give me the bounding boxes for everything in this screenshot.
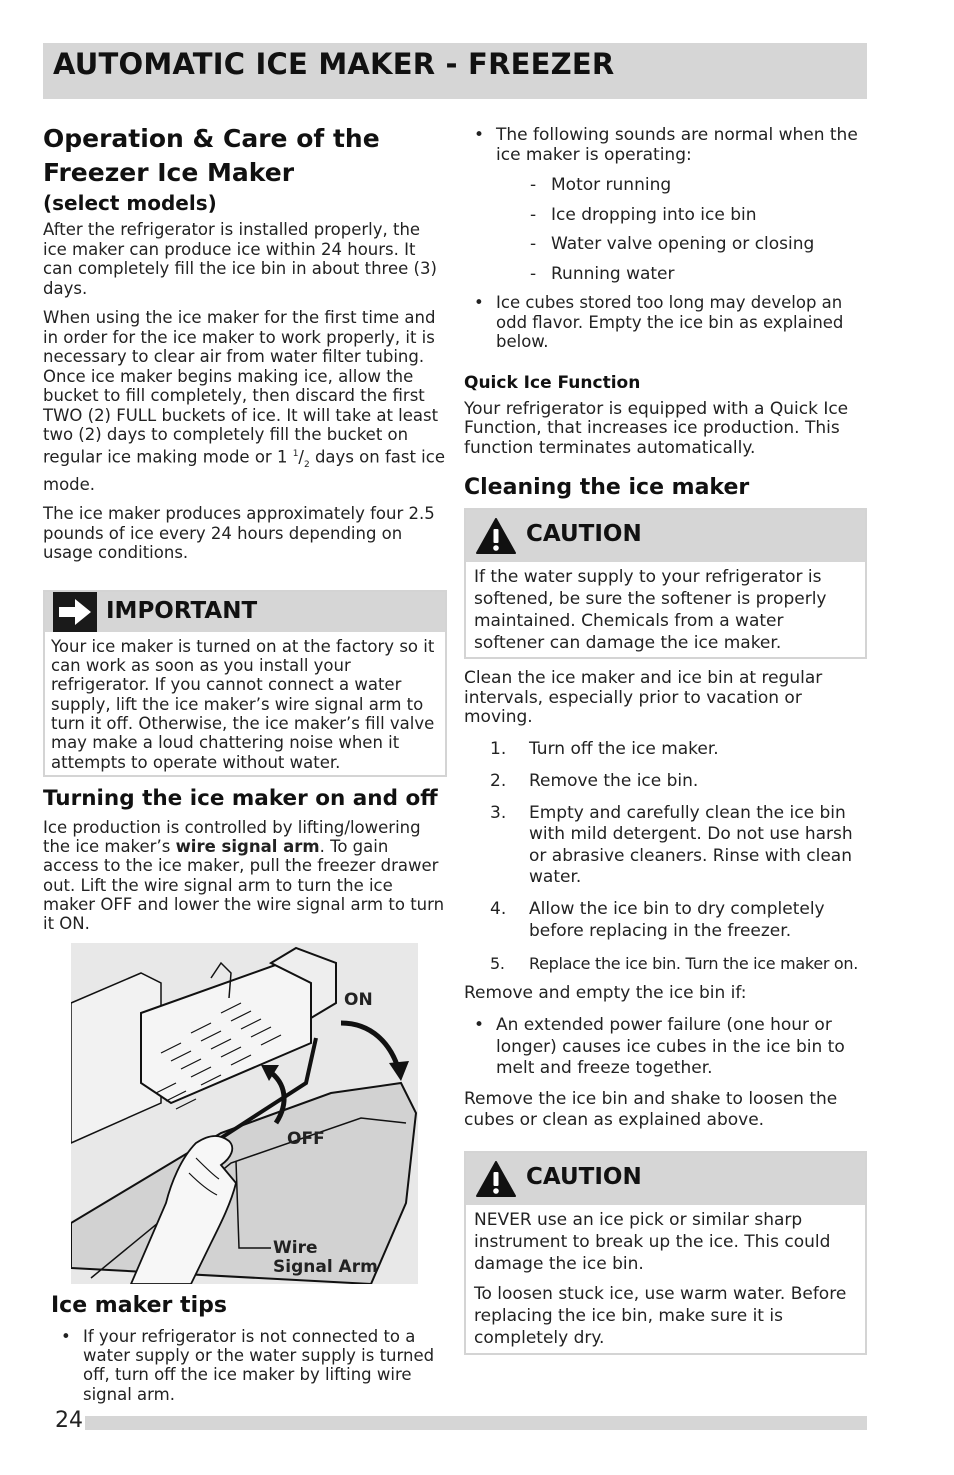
page-number: 24: [55, 1408, 83, 1433]
caution-label-1: CAUTION: [526, 521, 642, 547]
list-item: • If your refrigerator is not connected to a water supply or the water supply is turned off, turn off the ice maker by lifting wire signal arm.: [51, 1327, 447, 1404]
caution-text-2b: To loosen stuck ice, use warm water. Before replacing the ice bin, make sure it is completely dry.: [474, 1283, 847, 1348]
turning-paragraph: Ice production is controlled by lifting/lowering the ice maker’s wire signal arm. To gain access to the ice maker, pull the freezer drawer out. Lift the wire signal arm to turn the ice maker OFF and lower the wire signal arm to turn it ON.: [43, 817, 445, 934]
operation-heading-line1: Operation & Care of the: [43, 124, 380, 153]
list-item: - Motor running: [464, 175, 867, 196]
caution-header-2: [466, 1153, 865, 1205]
figure-label-on: ON: [344, 989, 373, 1010]
production-paragraph: The ice maker produces approximately four 2.5 pounds of ice every 24 hours depending on usage conditions.: [43, 504, 435, 563]
section-banner: [43, 43, 867, 99]
list-item: 3. Empty and carefully clean the ice bin with mild detergent. Do not use harsh or abrasive cleaners. Rinse with clean water.: [490, 802, 853, 887]
caution-box-2: [464, 1151, 867, 1355]
caution-header-1: [466, 510, 865, 562]
cleaning-heading: Cleaning the ice maker: [464, 475, 750, 500]
list-item: • The following sounds are normal when the ice maker is operating:: [464, 126, 867, 165]
ice-maker-figure: [71, 943, 418, 1284]
caution-box-1: [464, 508, 867, 659]
list-item: - Ice dropping into ice bin: [464, 205, 867, 226]
quick-ice-heading: Quick Ice Function: [464, 372, 641, 393]
select-models-subheading: (select models): [43, 191, 217, 215]
first-use-paragraph: When using the ice maker for the first time and in order for the ice maker to work properly, it is necessary to clear air from water filter tubing. Once ice maker begins making ice, allow the bucket to fill completely, then discard the first TWO (2) FULL buckets of ice. It will take at least two (2) days to completely fill the bucket on regular ice making mode or 1 $^1/_2$ days on fast ice mode.: [43, 308, 445, 494]
sounds-list: [464, 126, 867, 165]
list-item: - Running water: [464, 264, 867, 285]
remove-if-text: Remove and empty the ice bin if:: [464, 982, 747, 1003]
shake-text: Remove the ice bin and shake to loosen the cubes or clean as explained above.: [464, 1088, 838, 1130]
operation-heading-line2: Freezer Ice Maker: [43, 158, 295, 187]
page-title: AUTOMATIC ICE MAKER - FREEZER: [53, 47, 615, 81]
intro-paragraph: After the refrigerator is installed properly, the ice maker can produce ice within 24 hours. It can completely fill the ice bin in about three (3) days.: [43, 220, 437, 298]
important-box: [43, 590, 447, 777]
important-label: IMPORTANT: [106, 597, 258, 624]
caution-text-1: If the water supply to your refrigerator is softened, be sure the softener is properly maintained. Chemicals from a water softener can damage the ice maker.: [474, 567, 827, 653]
sounds-sublist: [464, 175, 867, 285]
list-item: 1. Turn off the ice maker.: [490, 738, 719, 759]
important-header: [45, 592, 445, 632]
turning-heading: Turning the ice maker on and off: [43, 785, 438, 811]
left-column: [43, 122, 447, 1404]
arrow-right-icon: [53, 592, 97, 632]
quick-ice-text: Your refrigerator is equipped with a Quick Ice Function, that increases ice production. This function terminates automatically.: [464, 398, 849, 458]
list-item: 5. Replace the ice bin. Turn the ice maker on.: [490, 953, 859, 973]
warning-icon: [476, 1161, 516, 1197]
right-column: [464, 126, 867, 1355]
tips-heading: Ice maker tips: [51, 1292, 227, 1318]
list-item: • An extended power failure (one hour or longer) causes ice cubes in the ice bin to melt and freeze together.: [464, 1015, 867, 1080]
list-item: 2. Remove the ice bin.: [490, 770, 699, 791]
list-item: 4. Allow the ice bin to dry completely before replacing in the freezer.: [490, 899, 825, 941]
caution-text-2a: NEVER use an ice pick or similar sharp instrument to break up the ice. This could damage the ice bin.: [474, 1209, 831, 1274]
caution-label-2: CAUTION: [526, 1163, 642, 1190]
odd-flavor-list: [464, 293, 867, 352]
important-text: Your ice maker is turned on at the factory so it can work as soon as you install your refrigerator. If you cannot connect a water supply, lift the ice maker’s wire signal arm to turn it off. Otherwise, the ice maker’s fill valve may make a loud chattering noise when it attempts to operate without water.: [51, 636, 435, 772]
warning-icon: [476, 518, 516, 554]
remove-if-list: [464, 1015, 867, 1080]
tips-list: [51, 1327, 447, 1404]
figure-label-wire: Wire: [273, 1237, 318, 1258]
figure-label-signal-arm: Signal Arm: [273, 1256, 378, 1277]
figure-label-off: OFF: [287, 1128, 325, 1149]
list-item: - Water valve opening or closing: [464, 234, 867, 255]
footer-bar: [85, 1416, 867, 1430]
cleaning-steps: [464, 739, 867, 975]
list-item: • Ice cubes stored too long may develop an odd flavor. Empty the ice bin as explained below.: [464, 293, 867, 352]
cleaning-intro: Clean the ice maker and ice bin at regular intervals, especially prior to vacation or moving.: [464, 668, 823, 727]
